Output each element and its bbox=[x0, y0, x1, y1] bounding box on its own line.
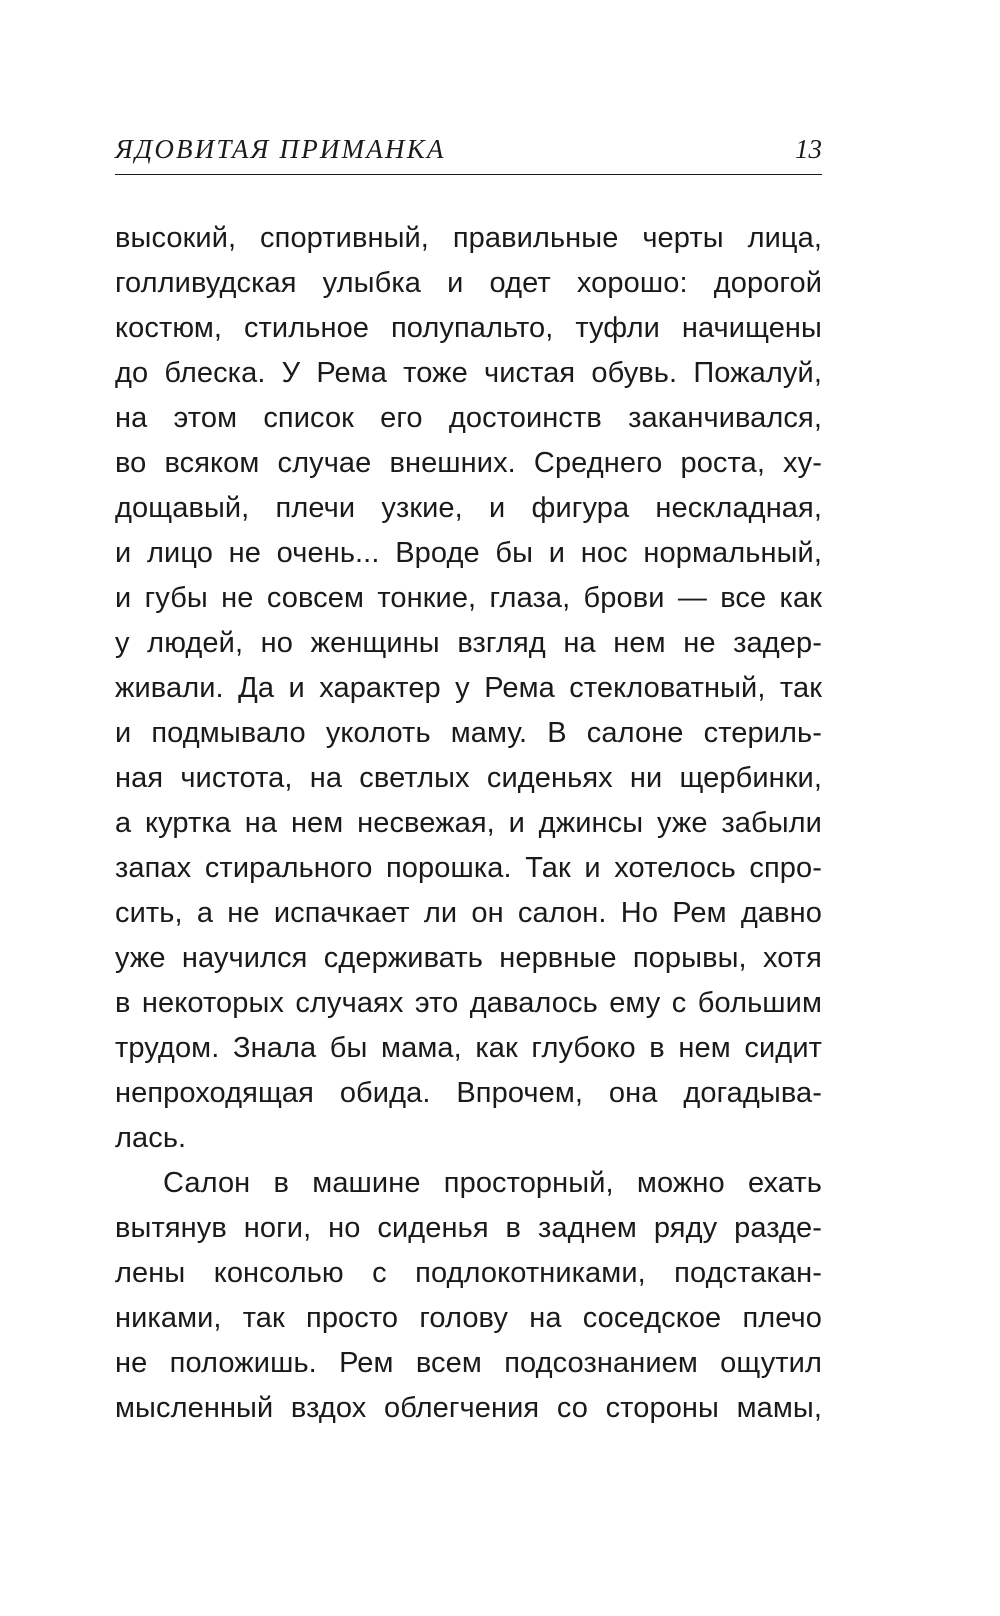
text-line: лены консолью с подлокотниками, подстакан- bbox=[115, 1257, 822, 1289]
text-line: дощавый, плечи узкие, и фигура нескладная, bbox=[115, 492, 822, 524]
page-number: 13 bbox=[795, 134, 822, 164]
text-line: трудом. Знала бы мама, как глубоко в нем сидит bbox=[115, 1032, 822, 1064]
text-line: мысленный вздох облегчения со стороны мамы, bbox=[115, 1392, 822, 1424]
text-line: никами, так просто голову на соседское плечо bbox=[115, 1302, 822, 1334]
text-line: Салон в машине просторный, можно ехать bbox=[163, 1167, 822, 1199]
text-line: уже научился сдерживать нервные порывы, хотя bbox=[115, 942, 822, 974]
text-line: высокий, спортивный, правильные черты лица, bbox=[115, 222, 822, 254]
text-line: у людей, но женщины взгляд на нем не задер- bbox=[115, 627, 822, 659]
text-line: сить, а не испачкает ли он салон. Но Рем давно bbox=[115, 897, 822, 929]
text-line: костюм, стильное полупальто, туфли начищены bbox=[115, 312, 822, 344]
text-line: непроходящая обида. Впрочем, она догадыва- bbox=[115, 1077, 822, 1109]
text-line: вытянув ноги, но сиденья в заднем ряду разде- bbox=[115, 1212, 822, 1244]
text-line: а куртка на нем несвежая, и джинсы уже забыли bbox=[115, 807, 822, 839]
running-header bbox=[115, 128, 822, 175]
text-line: запах стирального порошка. Так и хотелось спро- bbox=[115, 852, 822, 884]
text-line: и подмывало уколоть маму. В салоне стериль- bbox=[115, 717, 822, 749]
text-line: на этом список его достоинств заканчивался, bbox=[115, 402, 822, 434]
text-line: во всяком случае внешних. Среднего роста, ху- bbox=[115, 447, 822, 479]
text-line: до блеска. У Рема тоже чистая обувь. Пожалуй, bbox=[115, 357, 822, 389]
text-line: и губы не совсем тонкие, глаза, брови — все как bbox=[115, 582, 822, 614]
text-line: и лицо не очень... Вроде бы и нос нормальный, bbox=[115, 537, 822, 569]
body-text bbox=[115, 216, 822, 1431]
text-line: лась. bbox=[115, 1122, 187, 1154]
paragraph-2 bbox=[115, 1161, 822, 1431]
book-title: ЯДОВИТАЯ ПРИМАНКА bbox=[115, 134, 446, 164]
text-line: голливудская улыбка и одет хорошо: дорогой bbox=[115, 267, 822, 299]
text-line: не положишь. Рем всем подсознанием ощутил bbox=[115, 1347, 822, 1379]
text-line: в некоторых случаях это давалось ему с большим bbox=[115, 987, 822, 1019]
paragraph-1 bbox=[115, 216, 822, 1161]
text-line: живали. Да и характер у Рема стекловатный, так bbox=[115, 672, 822, 704]
text-line: ная чистота, на светлых сиденьях ни щербинки, bbox=[115, 762, 822, 794]
